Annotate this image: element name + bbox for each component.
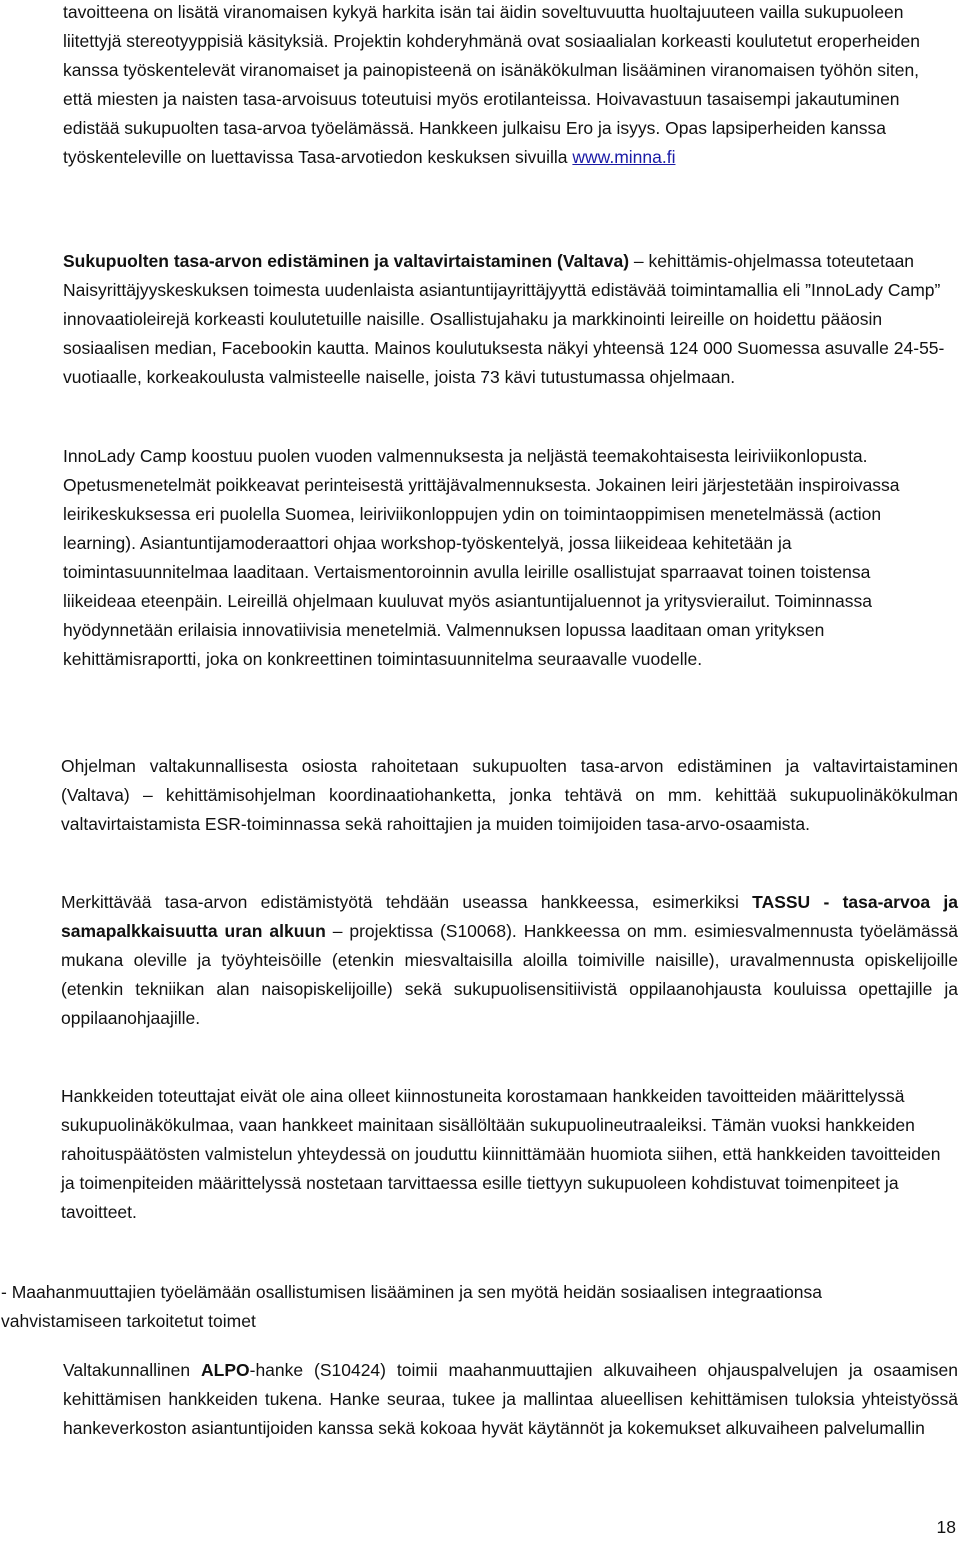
intro-text: tavoitteena on lisätä viranomaisen kykyä harkita isän tai äidin soveltuvuutta huoltajuuteen vailla sukupuoleen liitettyjä stereotyyppisiä käsityksiä. Projektin kohderyhmänä ovat sosiaalialan korkeasti koulutetut eroperheiden kanssa työskentelevät viranomaiset ja painopisteenä on isänäkökulman lisääminen viranomaisen työhön siten, että miesten ja naisten tasa-arvoisuus toteutuisi myös erotilanteissa. Hoivavastuun tasaisempi jakautuminen edistää sukupuolten tasa-arvoa työelämässä. Hankkeen julkaisu Ero ja isyys. Opas lapsiperheiden kanssa työskenteleville on luettavissa Tasa-arvotiedon keskuksen sivuilla — [63, 2, 920, 167]
maahanmuutto-heading: - Maahanmuuttajien työelämään osallistumisen lisääminen ja sen myötä heidän sosiaalisen integraationsa vahvistamiseen tarkoitetut toimet — [1, 1282, 823, 1331]
alpo-project-name: ALPO — [201, 1360, 250, 1380]
tassu-project-name: TASSU - tasa-arvoa ja samapalkkaisuutta uran alkuun — [61, 892, 958, 941]
page-number: 18 — [936, 1517, 956, 1537]
merkittavaa-text-end: – projektissa (S10068). Hankkeessa on mm. esimiesvalmennusta työelämässä mukana oleville ja työyhteisöille (etenkin miesvaltaisilla aloilla toimiville naisille), uravalmennusta opiskelijoille (etenkin tekniikan alan naisopiskelijoille) sekä sukupuolisensitiivistä oppilaanohjausta kouluissa opettajille ja oppilaanohjaajille. — [61, 921, 958, 1028]
valtava-text: – kehittämis-ohjelmassa toteutetaan Naisyrittäjyyskeskuksen toimesta uudenlaista asiantuntijayrittäjyyttä edistävää toimintamallia eli ”InnoLady Camp” innovaatioleirejä korkeasti koulutetuille naisille. Osallistujahaku ja markkinointi leireille on hoidettu pääosin sosiaalisen median, Facebookin kautta. Mainos koulutuksesta näkyi yhteensä 124 000 Suomessa asuvalle 24-55-vuotiaalle, korkeakoulusta valmisteelle naiselle, joista 73 kävi tutustumassa ohjelmaan. — [63, 251, 945, 387]
innolady-paragraph: InnoLady Camp koostuu puolen vuoden valmennuksesta ja neljästä teemakohtaisesta leiriviikonlopusta. Opetusmenetelmät poikkeavat perinteisestä yrittäjävalmennuksesta. Jokainen leiri järjestetään inspiroivassa leirikeskuksessa eri puolella Suomea, leiriviikonloppujen ydin on toimintaoppimisen menetelmässä (action learning). Asiantuntijamoderaattori ohjaa workshop-työskentelyä, jossa liikeideaa kehitetään ja toimintasuunnitelmaa laaditaan. Vertaismentoroinnin avulla leirille osallistujat sparraavat toinen toistensa liikeideaa eteenpäin. Leireillä ohjelmaan kuuluvat myös asiantuntijaluennot ja yritysvierailut. Toiminnassa hyödynnetään erilaisia innovatiivisia menetelmiä. Valmennuksen lopussa laaditaan oman yrityksen kehittämisraportti, joka on konkreettinen toimintasuunnitelma seuraavalle vuodelle. — [63, 446, 900, 669]
ohjelman-paragraph: Ohjelman valtakunnallisesta osiosta rahoitetaan sukupuolten tasa-arvon edistäminen ja valtavirtaistaminen (Valtava) – kehittämisohjelman koordinaatiohanketta, jonka tehtävä on mm. kehittää sukupuolinäkökulman valtavirtaistamista ESR-toiminnassa sekä rahoittajien ja muiden toimijoiden tasa-arvo-osaamista. — [61, 756, 958, 834]
merkittavaa-text-start: Merkittävää tasa-arvon edistämistyötä tehdään useassa hankkeessa, esimerkiksi — [61, 892, 753, 912]
alpo-paragraph — [63, 1356, 958, 1443]
merkittavaa-paragraph — [61, 888, 958, 1033]
hankkeiden-paragraph: Hankkeiden toteuttajat eivät ole aina olleet kiinnostuneita korostamaan hankkeiden tavoitteiden määrittelyssä sukupuolinäkökulmaa, vaan hankkeet mainitaan sisällöltään sukupuolineutraaleiksi. Tämän vuoksi hankkeiden rahoituspäätösten valmistelun yhteydessä on jouduttu kiinnittämään huomiota siihen, että hankkeiden tavoitteiden ja toimenpiteiden määrittelyssä nostetaan tarvittaessa esille tiettyyn sukupuoleen kohdistuvat toimenpiteet ja tavoitteet. — [61, 1086, 941, 1222]
valtava-paragraph — [63, 247, 958, 392]
alpo-text-end: -hanke (S10424) toimii maahanmuuttajien alkuvaiheen ohjauspalvelujen ja osaamisen kehittämisen hankkeiden tukena. Hanke seuraa, tukee ja mallintaa alueellisen kehittämisen tuloksia yhteistyössä hankeverkoston asiantuntijoiden kanssa sekä kokoaa hyvät käytännöt ja kokemukset alkuvaiheen palvelumallin — [63, 1360, 958, 1438]
minna-link[interactable]: www.minna.fi — [572, 147, 676, 167]
intro-paragraph — [63, 0, 943, 172]
valtava-title: Sukupuolten tasa-arvon edistäminen ja valtavirtaistaminen (Valtava) — [63, 251, 630, 271]
alpo-text-start: Valtakunnallinen — [63, 1360, 201, 1380]
